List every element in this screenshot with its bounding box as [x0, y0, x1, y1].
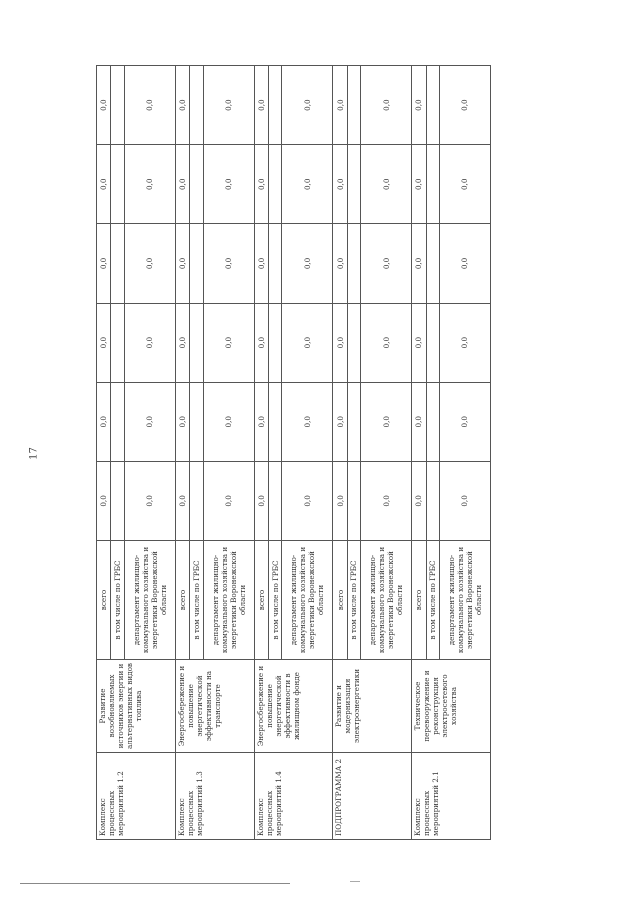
value-cell: 0,0: [439, 461, 490, 540]
table-row: [97, 66, 111, 840]
value-cell: 0,0: [282, 145, 333, 224]
group-name-cell: Комплекс процессных мероприятий 1.3: [175, 753, 254, 840]
value-cell: 0,0: [361, 66, 412, 145]
row-label-cell: департамент жилищно-коммунального хозяйства и энергетики Воронежской области: [282, 541, 333, 660]
value-cell: [111, 66, 124, 145]
table-row: [254, 66, 268, 840]
value-cell: 0,0: [333, 303, 347, 382]
group-name-cell: ПОДПРОГРАММА 2: [333, 753, 412, 840]
value-cell: 0,0: [361, 382, 412, 461]
table-row: [412, 66, 426, 840]
value-cell: 0,0: [412, 66, 426, 145]
row-label-cell: в том числе по ГРБС: [347, 541, 360, 660]
value-cell: 0,0: [203, 303, 254, 382]
value-cell: [426, 382, 439, 461]
value-cell: 0,0: [124, 145, 175, 224]
value-cell: [190, 145, 203, 224]
value-cell: [190, 224, 203, 303]
value-cell: 0,0: [124, 66, 175, 145]
value-cell: 0,0: [412, 145, 426, 224]
value-cell: [268, 382, 281, 461]
value-cell: [190, 66, 203, 145]
row-label-cell: департамент жилищно-коммунального хозяйства и энергетики Воронежской области: [124, 541, 175, 660]
value-cell: 0,0: [254, 145, 268, 224]
value-cell: 0,0: [412, 382, 426, 461]
value-cell: 0,0: [439, 224, 490, 303]
value-cell: 0,0: [282, 303, 333, 382]
row-label-cell: всего: [175, 541, 189, 660]
row-label-cell: всего: [97, 541, 111, 660]
value-cell: [111, 461, 124, 540]
group-name-cell: Комплекс процессных мероприятий 1.4: [254, 753, 333, 840]
row-label-cell: департамент жилищно-коммунального хозяйства и энергетики Воронежской области: [361, 541, 412, 660]
row-label-cell: департамент жилищно-коммунального хозяйства и энергетики Воронежской области: [203, 541, 254, 660]
value-cell: [347, 224, 360, 303]
row-label-cell: в том числе по ГРБС: [426, 541, 439, 660]
value-cell: 0,0: [175, 303, 189, 382]
value-cell: [111, 145, 124, 224]
group-title-cell: Энергосбережение и повышение энергетической эффективности на транспорте: [175, 660, 254, 753]
value-cell: [347, 461, 360, 540]
value-cell: [111, 224, 124, 303]
group-title-cell: Развитие возобновляемых источников энергии и альтернативных видов топлива: [97, 660, 176, 753]
value-cell: [111, 382, 124, 461]
value-cell: 0,0: [203, 382, 254, 461]
value-cell: 0,0: [97, 224, 111, 303]
value-cell: 0,0: [333, 66, 347, 145]
value-cell: 0,0: [412, 224, 426, 303]
value-cell: 0,0: [361, 145, 412, 224]
value-cell: 0,0: [175, 224, 189, 303]
footer-line: [20, 883, 290, 884]
value-cell: 0,0: [412, 303, 426, 382]
table-row: [333, 66, 347, 840]
group-name-cell: Комплекс процессных мероприятий 1.2: [97, 753, 176, 840]
value-cell: 0,0: [203, 461, 254, 540]
value-cell: [347, 303, 360, 382]
value-cell: 0,0: [254, 66, 268, 145]
row-label-cell: всего: [333, 541, 347, 660]
value-cell: 0,0: [124, 224, 175, 303]
table-row: [175, 66, 189, 840]
value-cell: 0,0: [439, 145, 490, 224]
value-cell: 0,0: [203, 66, 254, 145]
value-cell: 0,0: [254, 461, 268, 540]
value-cell: 0,0: [282, 66, 333, 145]
row-label-cell: всего: [412, 541, 426, 660]
row-label-cell: в том числе по ГРБС: [190, 541, 203, 660]
value-cell: 0,0: [361, 461, 412, 540]
value-cell: 0,0: [97, 66, 111, 145]
value-cell: 0,0: [254, 303, 268, 382]
value-cell: 0,0: [203, 145, 254, 224]
value-cell: 0,0: [282, 461, 333, 540]
funding-table-container: [96, 65, 491, 840]
group-title-cell: Энергосбережение и повышение энергетической эффективности в жилищном фонде: [254, 660, 333, 753]
row-label-cell: в том числе по ГРБС: [268, 541, 281, 660]
group-title-cell: Развитие и модернизация электроэнергетики: [333, 660, 412, 753]
value-cell: [347, 66, 360, 145]
value-cell: 0,0: [175, 461, 189, 540]
footer-mark: [350, 881, 360, 882]
value-cell: 0,0: [175, 66, 189, 145]
value-cell: [268, 224, 281, 303]
value-cell: [268, 303, 281, 382]
value-cell: 0,0: [124, 303, 175, 382]
value-cell: 0,0: [203, 224, 254, 303]
value-cell: 0,0: [361, 303, 412, 382]
page-number: 17: [28, 447, 40, 460]
value-cell: [426, 224, 439, 303]
value-cell: 0,0: [175, 145, 189, 224]
funding-table-body: [97, 66, 491, 840]
group-name-cell: Комплекс процессных мероприятий 2.1: [412, 753, 491, 840]
value-cell: 0,0: [175, 382, 189, 461]
value-cell: 0,0: [412, 461, 426, 540]
row-label-cell: в том числе по ГРБС: [111, 541, 124, 660]
value-cell: [190, 382, 203, 461]
value-cell: 0,0: [282, 224, 333, 303]
row-label-cell: всего: [254, 541, 268, 660]
value-cell: 0,0: [439, 382, 490, 461]
value-cell: 0,0: [439, 66, 490, 145]
value-cell: 0,0: [97, 145, 111, 224]
value-cell: [268, 461, 281, 540]
value-cell: [268, 66, 281, 145]
value-cell: 0,0: [333, 461, 347, 540]
value-cell: 0,0: [124, 382, 175, 461]
value-cell: 0,0: [333, 224, 347, 303]
value-cell: 0,0: [361, 224, 412, 303]
value-cell: 0,0: [97, 303, 111, 382]
value-cell: 0,0: [124, 461, 175, 540]
value-cell: [426, 303, 439, 382]
value-cell: [190, 303, 203, 382]
value-cell: [347, 145, 360, 224]
value-cell: [426, 461, 439, 540]
value-cell: [111, 303, 124, 382]
value-cell: [347, 382, 360, 461]
group-title-cell: Техническое перевооружение и реконструкция электросетевого хозяйства: [412, 660, 491, 753]
value-cell: [426, 145, 439, 224]
value-cell: 0,0: [439, 303, 490, 382]
value-cell: 0,0: [254, 224, 268, 303]
funding-table: [96, 65, 491, 840]
value-cell: 0,0: [254, 382, 268, 461]
row-label-cell: департамент жилищно-коммунального хозяйства и энергетики Воронежской области: [439, 541, 490, 660]
value-cell: 0,0: [282, 382, 333, 461]
value-cell: [268, 145, 281, 224]
value-cell: [190, 461, 203, 540]
value-cell: 0,0: [97, 382, 111, 461]
value-cell: 0,0: [333, 145, 347, 224]
value-cell: 0,0: [333, 382, 347, 461]
value-cell: [426, 66, 439, 145]
value-cell: 0,0: [97, 461, 111, 540]
